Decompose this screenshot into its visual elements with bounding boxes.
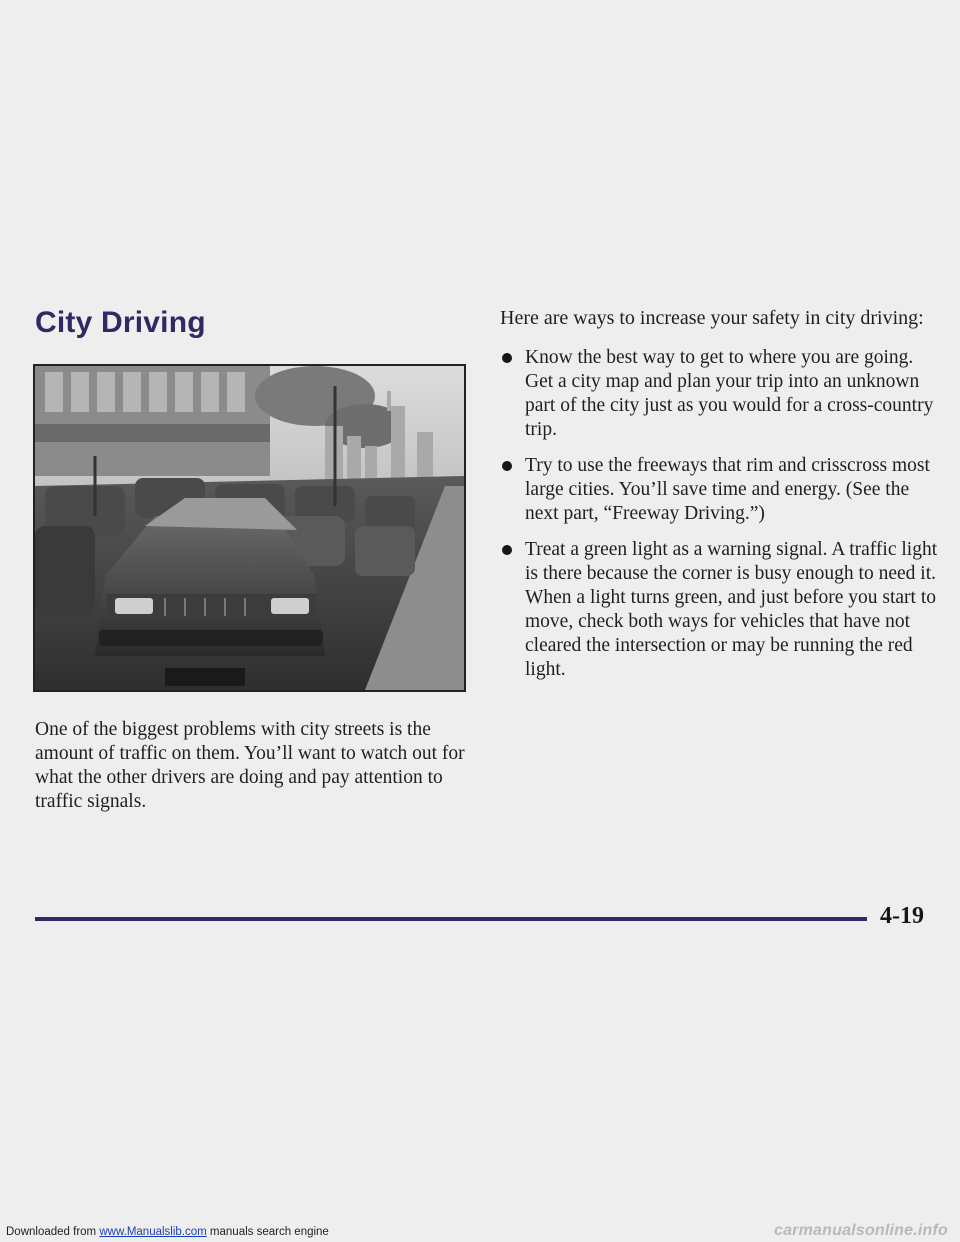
list-item-text: Know the best way to get to where you are going. Get a city map and plan your trip into an unknown part of the city just as you would for a cross-country trip. [525,347,934,440]
watermark: carmanualsonline.info [773,1222,948,1239]
bullet-icon [502,353,512,363]
page-number: 4-19 [880,903,924,929]
list-item [500,346,940,442]
bullet-icon [502,461,512,471]
safety-tips-list [500,346,940,694]
download-credit-suffix: manuals search engine [209,1226,329,1238]
city-traffic-photo [33,364,466,692]
download-credit-prefix: Downloaded from [6,1226,97,1238]
list-item [500,538,940,682]
page-title: City Driving [35,306,206,339]
download-credit [6,1226,329,1238]
bullet-icon [502,545,512,555]
manualslib-link[interactable]: www.Manualslib.com [99,1226,207,1238]
intro-paragraph: One of the biggest problems with city streets is the amount of traffic on them. You’ll want to watch out for what the other drivers are doing and pay attention to traffic signals. [35,719,465,812]
list-item [500,454,940,526]
bullets-intro: Here are ways to increase your safety in city driving: [500,307,924,329]
list-item-text: Try to use the freeways that rim and crisscross most large cities. You’ll save time and energy. (See the next part, “Freeway Driving.”) [525,455,930,524]
list-item-text: Treat a green light as a warning signal. A traffic light is there because the corner is busy enough to need it. When a light turns green, and just before you start to move, check both ways for vehicles that have not cleared the intersection or may be running the red light. [525,539,938,680]
footer-rule [35,917,867,921]
